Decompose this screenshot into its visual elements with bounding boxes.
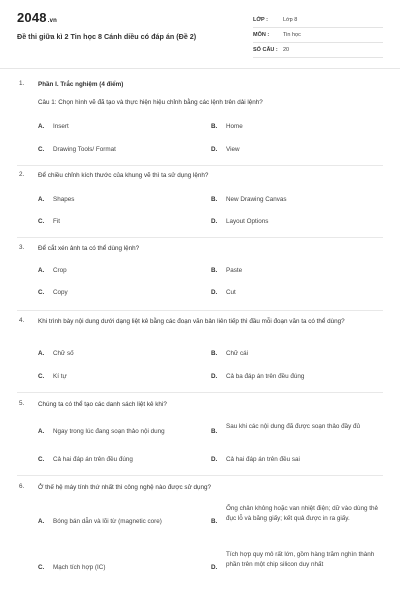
question-text: Câu 1: Chọn hình vẽ đã tạo và thực hiện hiệu chỉnh bằng các lệnh trên dải lệnh? xyxy=(38,99,263,106)
meta-key: MÔN : xyxy=(253,32,270,38)
meta-value: Tin học xyxy=(283,32,301,38)
question-text: Khi trình bày nội dung dưới dạng liệt kê bằng các đoạn văn bản liên tiếp thì đầu mỗi đoạn văn ta có thể dùng? xyxy=(38,318,345,325)
divider xyxy=(17,310,383,311)
page-header xyxy=(0,0,400,69)
divider xyxy=(17,237,383,238)
meta-key: SỐ CÂU : xyxy=(253,47,278,53)
question-text: Ở thế hệ máy tính thứ nhất thì công nghệ nào được sử dụng? xyxy=(38,484,212,491)
meta-value: 20 xyxy=(283,47,290,53)
question-number: 5. xyxy=(19,400,25,407)
divider xyxy=(17,475,383,476)
question-number: 1. xyxy=(19,80,25,87)
meta-value: Lớp 8 xyxy=(283,17,298,23)
exam-page: 2048.vn Đề thi giữa kì 2 Tin học 8 Cánh diều có đáp án (Đề 2) LỚP : Lớp 8 MÔN : Tin học SỐ CÂU : 20 1. Phần I. Trắc nghiệm (4 điểm) Câu 1: Chọn hình vẽ đã tạo và thực hiện hiệu chỉnh bằng các lệnh trên dải lệnh? A. Insert B. Home C. Drawing Tools/ Format D. View 2. Để chiều chỉnh kích thước của khung vẽ thì ta sử dụng lệnh? A. Shapes B. New Drawing Canvas C. Fit D. Layout Options 3. Để cắt xén ảnh ta có thể dùng lệnh? A. Crop B. Paste C. Copy D. Cut 4. Khi trình bày nội dung dưới dạng liệt kê bằng các đoạn văn bản liên tiếp thì đầu mỗi đoạn văn ta có thể dùng? A. Chữ số B. Chữ cái C. Kí tự D. Cả ba đáp án trên đều đúng 5. Chúng ta có thể tạo các danh sách liệt kê khi? A. Ngay trong lúc đang soạn thảo nội dung B. Sau khi các nội dung đã được soạn thảo đầy đủ C. Cả hai đáp án trên đều đúng D. Cả hai đáp án trên đều sai 6. Ở thế hệ máy tính thứ nhất thì công nghệ nào được sử dụng? A. Bóng bán dẫn và lõi từ (magnetic core) B. Ống chân không hoặc van nhiệt điện; dữ vào dùng thẻ đục lỗ và băng giấy; kết quả được in ra giấy. C. Mạch tích hợp (IC) D. Tích hợp quy mô rất lớn, gồm hàng trăm nghìn thành phần trên một chip silicon duy nhất xyxy=(0,0,400,600)
question-number: 4. xyxy=(19,317,25,324)
logo-domain: .vn xyxy=(47,18,58,24)
question-number: 6. xyxy=(19,483,25,490)
meta-key: LỚP : xyxy=(253,17,268,23)
section-heading: Phần I. Trắc nghiệm (4 điểm) xyxy=(38,81,124,88)
question-text: Để cắt xén ảnh ta có thể dùng lệnh? xyxy=(38,245,140,252)
meta-row-class xyxy=(253,13,383,28)
meta-row-subject xyxy=(253,28,383,43)
divider xyxy=(17,165,383,166)
question-text: Chúng ta có thể tạo các danh sách liệt kê khi? xyxy=(38,401,167,408)
divider xyxy=(17,392,383,393)
site-logo[interactable] xyxy=(17,10,57,25)
question-number: 3. xyxy=(19,244,25,251)
page-title: Đề thi giữa kì 2 Tin học 8 Cánh diều có đáp án (Đề 2) xyxy=(17,32,197,41)
question-text: Để chiều chỉnh kích thước của khung vẽ thì ta sử dụng lệnh? xyxy=(38,172,209,179)
exam-meta-table xyxy=(253,13,383,58)
question-number: 2. xyxy=(19,171,25,178)
logo-number: 2048 xyxy=(17,10,47,25)
meta-row-count xyxy=(253,43,383,58)
